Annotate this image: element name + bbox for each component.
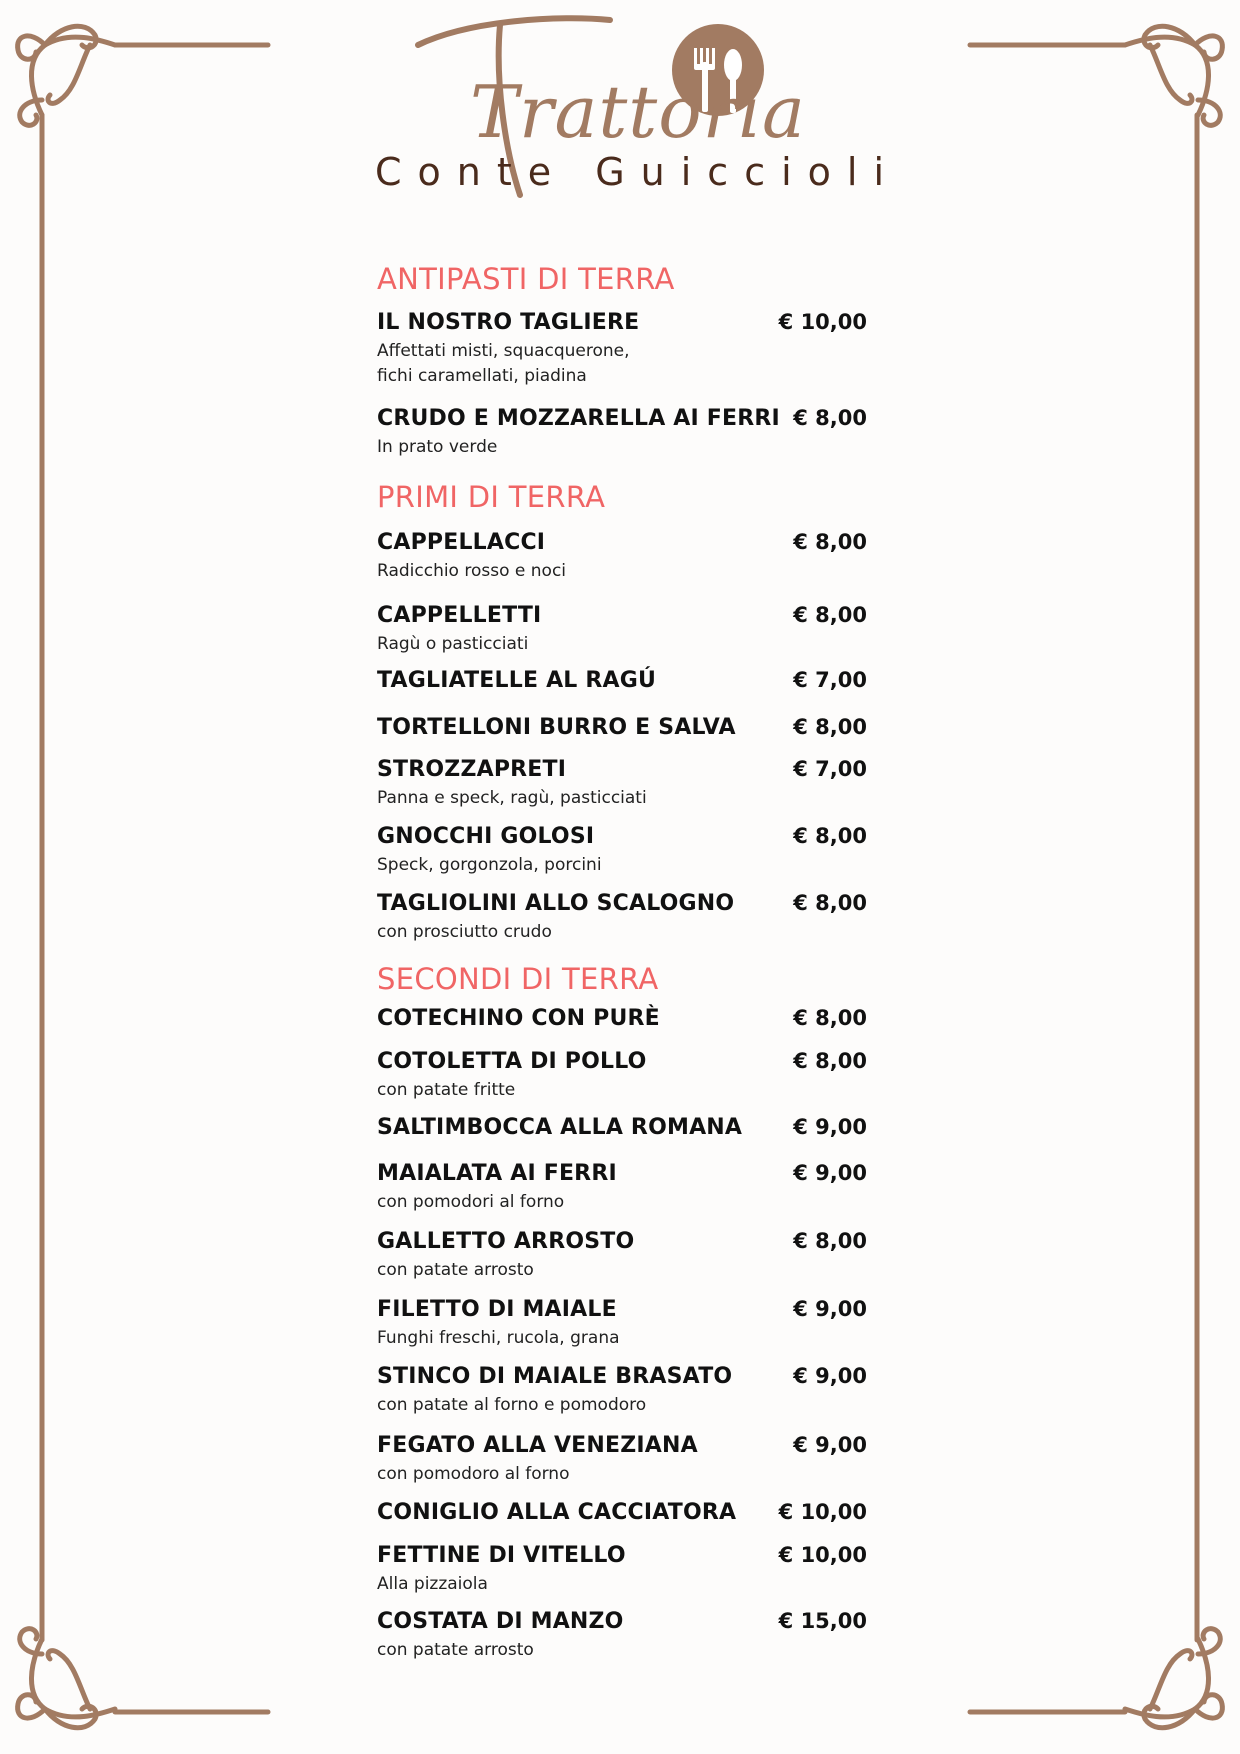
dish-price: € 8,00 (793, 1049, 867, 1073)
dish-description (377, 1326, 867, 1351)
corner-scroll-bottom-left (18, 1629, 115, 1728)
dish-name: COSTATA DI MANZO (377, 1609, 624, 1634)
dish-price: € 9,00 (793, 1364, 867, 1388)
dish-name: FILETTO DI MAIALE (377, 1297, 617, 1322)
menu-item (377, 310, 867, 389)
dish-description (377, 339, 867, 389)
dish-description-line: Affettati misti, squacquerone, (377, 341, 630, 361)
dish-description (377, 853, 867, 878)
dish-description-line: con patate al forno e pomodoro (377, 1395, 647, 1415)
menu-item (377, 1364, 867, 1418)
dish-description (377, 1393, 867, 1418)
menu-item (377, 530, 867, 584)
menu-item (377, 406, 867, 460)
logo-title: Trattoria (470, 70, 806, 154)
restaurant-logo (0, 0, 1240, 240)
dish-price: € 7,00 (793, 757, 867, 781)
dish-price: € 8,00 (793, 603, 867, 627)
menu-item (377, 715, 867, 740)
dish-price: € 10,00 (778, 310, 867, 334)
dish-price: € 15,00 (778, 1609, 867, 1633)
dish-name: COTOLETTA DI POLLO (377, 1049, 647, 1074)
dish-description-line: Ragù o pasticciati (377, 634, 529, 654)
dish-price: € 8,00 (793, 1006, 867, 1030)
dish-description-line: con pomodoro al forno (377, 1464, 570, 1484)
menu-item (377, 668, 867, 693)
dish-name: STROZZAPRETI (377, 757, 567, 782)
dish-price: € 8,00 (793, 891, 867, 915)
dish-name: SALTIMBOCCA ALLA ROMANA (377, 1115, 743, 1140)
dish-price: € 8,00 (793, 1229, 867, 1253)
dish-description (377, 1638, 867, 1663)
dish-name: CRUDO E MOZZARELLA AI FERRI (377, 406, 780, 431)
dish-description (377, 1572, 867, 1597)
section-title: SECONDI DI TERRA (377, 962, 659, 996)
dish-description (377, 786, 867, 811)
dish-price: € 8,00 (793, 530, 867, 554)
dish-description (377, 1190, 867, 1215)
dish-description (377, 1462, 867, 1487)
menu-item (377, 1609, 867, 1663)
dish-description (377, 920, 867, 945)
dish-description (377, 435, 867, 460)
dish-price: € 9,00 (793, 1115, 867, 1139)
dish-name: COTECHINO CON PURÈ (377, 1006, 660, 1031)
dish-description-line: Alla pizzaiola (377, 1574, 488, 1594)
menu-item (377, 1433, 867, 1487)
dish-name: TAGLIOLINI ALLO SCALOGNO (377, 891, 735, 916)
dish-description-line: con patate fritte (377, 1080, 516, 1100)
dish-description (377, 1258, 867, 1283)
dish-price: € 7,00 (793, 668, 867, 692)
dish-description-line: Funghi freschi, rucola, grana (377, 1328, 620, 1348)
dish-description (377, 632, 867, 657)
menu-item (377, 1543, 867, 1597)
dish-description-line: con patate arrosto (377, 1260, 534, 1280)
dish-description-line: con pomodori al forno (377, 1192, 565, 1212)
dish-description-line: Speck, gorgonzola, porcini (377, 855, 602, 875)
menu-item (377, 1049, 867, 1103)
dish-name: CAPPELLACCI (377, 530, 546, 555)
menu-item (377, 1161, 867, 1215)
menu-item (377, 757, 867, 811)
menu-item (377, 1229, 867, 1283)
menu-item (377, 891, 867, 945)
dish-name: IL NOSTRO TAGLIERE (377, 310, 640, 335)
corner-scroll-bottom-right (1125, 1629, 1222, 1728)
dish-description (377, 559, 867, 584)
menu-item (377, 1500, 867, 1525)
dish-price: € 9,00 (793, 1161, 867, 1185)
section-title: PRIMI DI TERRA (377, 480, 606, 514)
dish-name: FEGATO ALLA VENEZIANA (377, 1433, 698, 1458)
dish-name: TORTELLONI BURRO E SALVA (377, 715, 736, 740)
dish-description-line: Radicchio rosso e noci (377, 561, 567, 581)
logo-subtitle: Conte Guiccioli (375, 150, 901, 194)
menu-item (377, 603, 867, 657)
dish-description-line: In prato verde (377, 437, 498, 457)
dish-description-line: con prosciutto crudo (377, 922, 552, 942)
menu-item (377, 824, 867, 878)
dish-price: € 8,00 (793, 715, 867, 739)
dish-name: TAGLIATELLE AL RAGÚ (377, 668, 657, 693)
dish-name: GNOCCHI GOLOSI (377, 824, 595, 849)
dish-price: € 9,00 (793, 1433, 867, 1457)
dish-price: € 8,00 (793, 406, 867, 430)
menu-item (377, 1006, 867, 1031)
dish-name: MAIALATA AI FERRI (377, 1161, 617, 1186)
dish-price: € 10,00 (778, 1543, 867, 1567)
dish-price: € 10,00 (778, 1500, 867, 1524)
section-title: ANTIPASTI DI TERRA (377, 262, 675, 296)
menu-item (377, 1115, 867, 1140)
menu-item (377, 1297, 867, 1351)
dish-name: STINCO DI MAIALE BRASATO (377, 1364, 733, 1389)
dish-name: CONIGLIO ALLA CACCIATORA (377, 1500, 737, 1525)
dish-name: GALLETTO ARROSTO (377, 1229, 635, 1254)
dish-description-line: con patate arrosto (377, 1640, 534, 1660)
dish-description-line: Panna e speck, ragù, pasticciati (377, 788, 647, 808)
dish-price: € 9,00 (793, 1297, 867, 1321)
dish-price: € 8,00 (793, 824, 867, 848)
dish-description (377, 1078, 867, 1103)
dish-name: FETTINE DI VITELLO (377, 1543, 626, 1568)
dish-name: CAPPELLETTI (377, 603, 542, 628)
dish-description-line: fichi caramellati, piadina (377, 366, 587, 386)
